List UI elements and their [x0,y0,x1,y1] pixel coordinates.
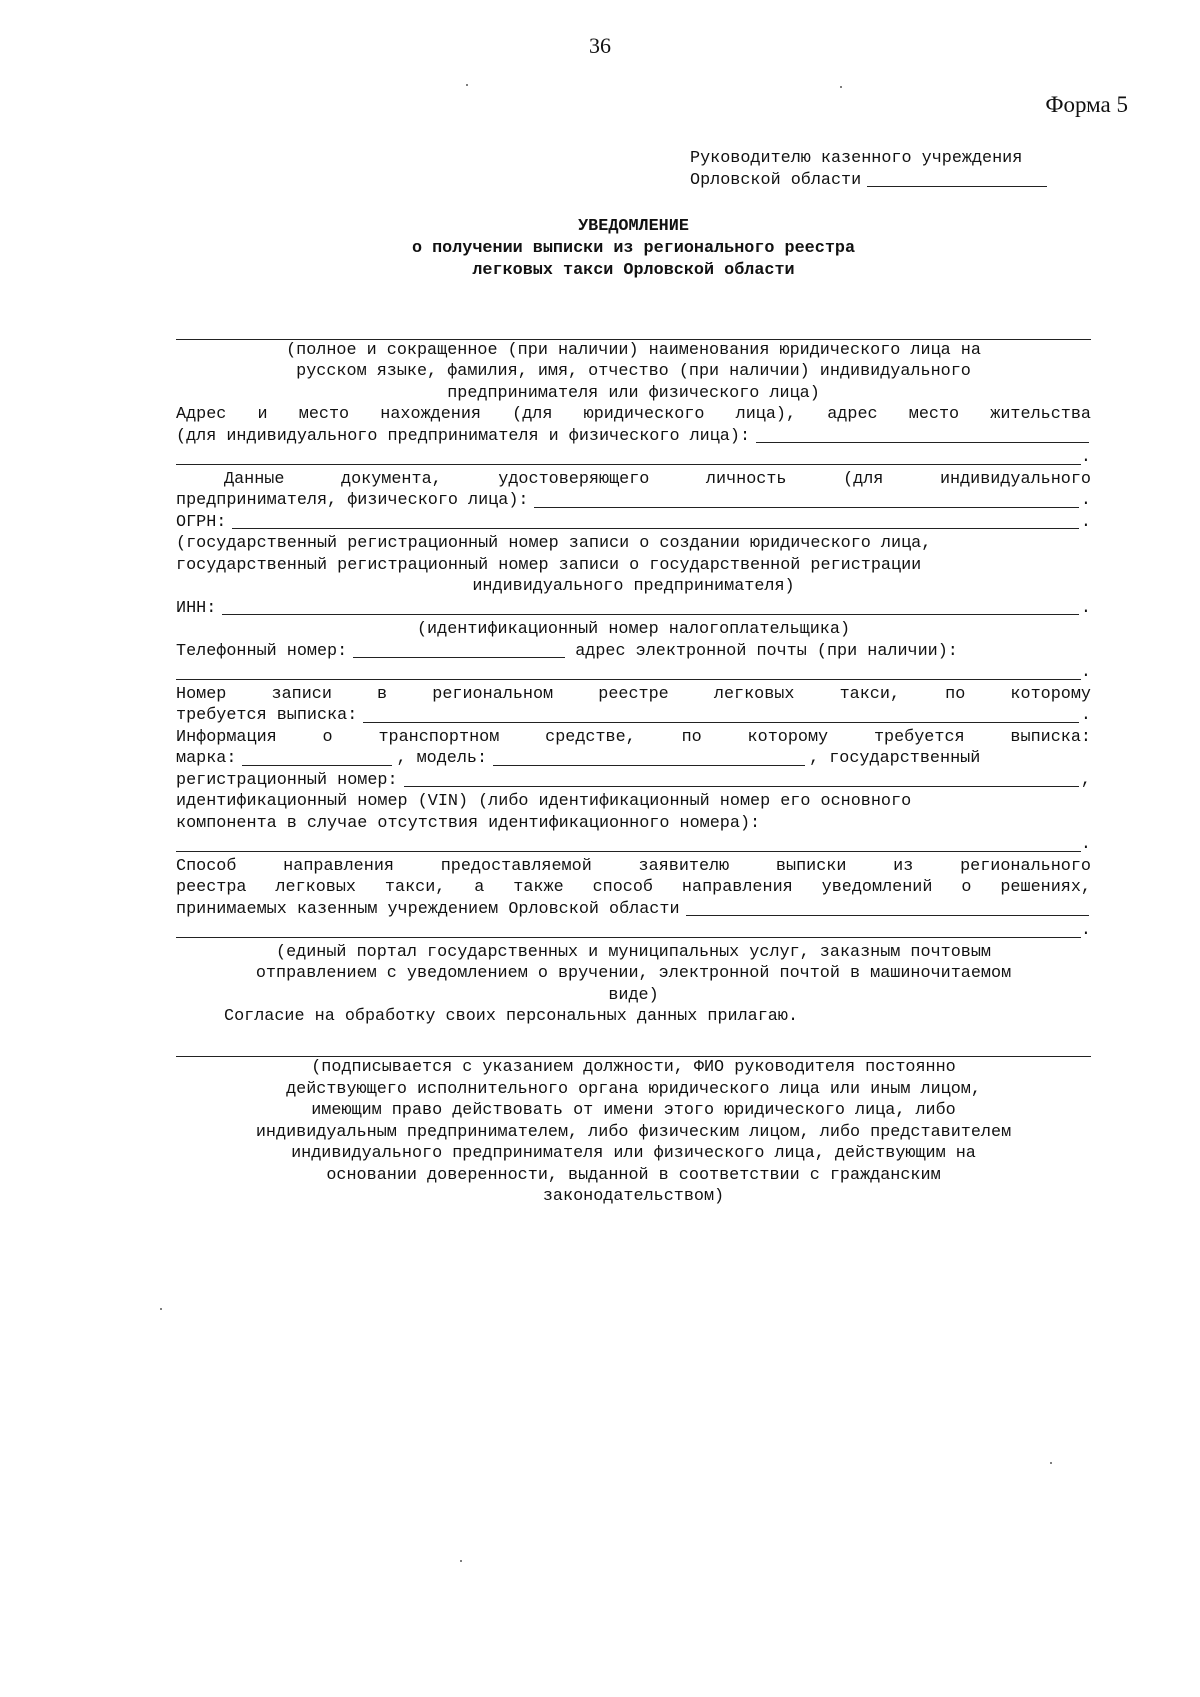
delivery-line-3: принимаемых казенным учреждением Орловской области [176,899,1091,921]
signature-note-1: (подписывается с указанием должности, ФИО руководителя постоянно [311,1058,956,1077]
delivery-note-1: (единый портал государственных и муниципальных услуг, заказным почтовым [276,942,991,962]
contacts-row: Телефонный номер: адрес электронной почты (при наличии): [176,641,958,661]
signature-note-3: имеющим право действовать от имени этого юридического лица, либо [311,1101,956,1120]
ogrn-note-1: (государственный регистрационный номер записи о создании юридического лица, [176,534,932,553]
inn-row: ИНН: . [176,598,1091,618]
addressee-block [690,148,1110,191]
applicant-name-blank[interactable] [176,318,1091,340]
identity-line-1: Данные документа, удостоверяющего личность (для индивидуального [224,469,1091,489]
registry-line-1: Номер записи в региональном реестре легковых такси, по которому [176,684,1091,704]
phone-blank[interactable] [353,656,565,658]
address-line-2: (для индивидуального предпринимателя и физического лица): [176,426,1091,448]
reg-number-blank[interactable] [404,785,1079,787]
delivery-line-1: Способ направления предоставляемой заявителю выписки из регионального [176,856,1091,876]
email-blank[interactable] [176,679,1081,680]
form-body [176,318,1091,1208]
reg-number-row: регистрационный номер: , [176,770,1091,790]
ogrn-blank[interactable] [232,527,1079,529]
delivery-continuation: . [176,920,1091,942]
title-line-3: легковых такси Орловской области [472,261,795,280]
vin-blank[interactable] [176,851,1081,852]
delivery-line-2: реестра легковых такси, а также способ направления уведомлений о решениях, [176,878,1091,897]
brand-blank[interactable] [242,764,392,766]
document-title [176,216,1091,282]
model-blank[interactable] [493,764,805,766]
vin-line-2: компонента в случае отсутствия идентификационного номера): [176,813,761,833]
applicant-note-3: предпринимателя или физического лица) [447,383,820,403]
ogrn-note-2: государственный регистрационный номер записи о государственной регистрации [176,555,922,575]
addressee-blank[interactable] [867,185,1047,187]
signature-note-6: основании доверенности, выданной в соответствии с гражданским [326,1165,941,1185]
identity-line-2: предпринимателя, физического лица): . [176,491,1091,510]
signature-note-5: индивидуального предпринимателя или физического лица, действующим на [291,1144,976,1163]
signature-note-4: индивидуальным предпринимателем, либо физическим лицом, либо представителем [255,1122,1012,1142]
registry-blank[interactable] [363,721,1079,723]
address-blank-2[interactable] [176,464,1081,465]
signature-blank[interactable] [176,1036,1091,1058]
address-blank[interactable] [756,441,1089,443]
delivery-note-2: отправлением с уведомлением о вручении, электронной почтой в машиночитаемом [255,964,1012,983]
identity-blank[interactable] [534,506,1078,508]
addressee-line-1: Руководителю казенного учреждения [690,149,1023,168]
email-line: . [176,662,1091,684]
title-line-2: о получении выписки из регионального реестра [411,239,856,258]
ogrn-row: ОГРН: . [176,512,1091,532]
delivery-blank[interactable] [686,914,1089,916]
scan-speck [1050,1462,1052,1464]
signature-note-7: законодательством) [542,1187,725,1206]
inn-blank[interactable] [222,613,1079,615]
signature-note-2: действующего исполнительного органа юридического лица или иным лицом, [286,1079,981,1099]
delivery-blank-2[interactable] [176,937,1081,938]
page-number: 36 [589,33,611,58]
vehicle-intro: Информация о транспортном средстве, по которому требуется выписка: [176,727,1091,747]
scan-speck [466,84,468,86]
registry-line-2: требуется выписка: . [176,706,1091,725]
vin-line: . [176,834,1091,856]
scan-speck [160,1308,162,1310]
address-continuation: . [176,447,1091,469]
consent-text: Согласие на обработку своих персональных данных прилагаю. [224,1007,799,1026]
ogrn-note-3: индивидуального предпринимателя) [472,577,795,596]
addressee-line-2: Орловской области [690,170,1110,192]
delivery-note-3: виде) [608,985,659,1005]
scan-speck [840,86,842,88]
inn-note: (идентификационный номер налогоплательщика) [416,620,851,639]
vehicle-brand-model-row: марка: , модель: , государственный [176,749,981,768]
applicant-note-2: русском языке, фамилия, имя, отчество (при наличии) индивидуального [296,362,971,381]
scan-speck [460,1560,462,1562]
vin-line-1: идентификационный номер (VIN) (либо идентификационный номер его основного [176,792,912,811]
applicant-note-1: (полное и сокращенное (при наличии) наименования юридического лица на [286,340,981,360]
title-line-1: УВЕДОМЛЕНИЕ [578,217,689,236]
address-line-1: Адрес и место нахождения (для юридического лица), адрес место жительства [176,405,1091,424]
form-label: Форма 5 [1045,92,1128,117]
